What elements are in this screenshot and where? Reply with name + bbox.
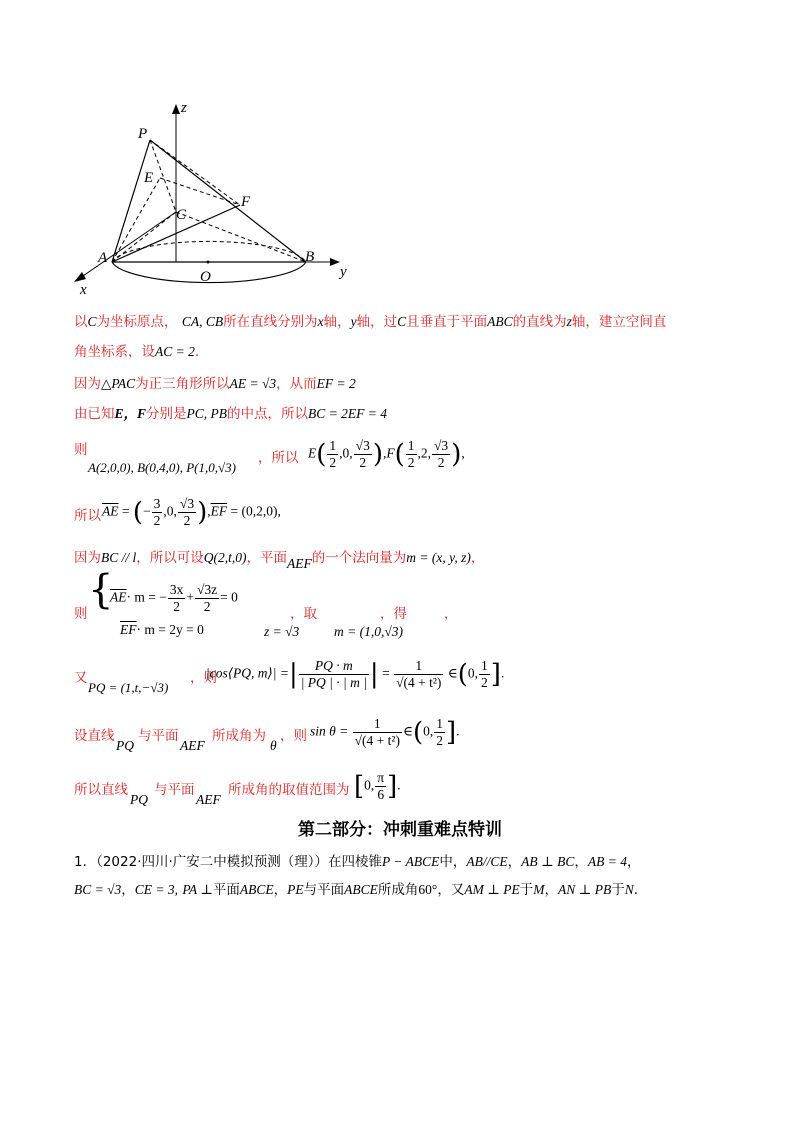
- label-A: A: [98, 250, 108, 266]
- problem-line-1: 1．（2022·四川·广安二中模拟预测（理））在四棱锥P − ABCE中，AB//CE，AB ⊥ BC，AB = 4，: [74, 854, 641, 870]
- solution-line-3: 因为△PAC为正三角形所以AE = √3，从而EF = 2: [74, 376, 356, 392]
- problem-line-2: BC = √3，CE = 3, PA ⊥平面ABCE，PE与平面ABCE所成角60°，又AM ⊥ PE于M，AN ⊥ PB于N.: [74, 882, 639, 898]
- label-P: P: [138, 126, 148, 142]
- label-y: y: [340, 264, 347, 280]
- label-O: O: [200, 269, 211, 285]
- label-F: F: [241, 194, 251, 210]
- label-E: E: [144, 170, 154, 186]
- solution-line-2: 角坐标系，设AC = 2.: [74, 344, 200, 360]
- solution-line-1: 以C为坐标原点， CA, CB所在直线分别为x轴，y轴，过C且垂直于平面ABC的直线为z轴，建立空间直: [74, 314, 667, 330]
- section-heading: 第二部分：冲刺重难点特训: [298, 820, 502, 840]
- solution-line-4: 由已知E，F分别是PC, PB的中点，所以BC = 2EF = 4: [74, 406, 387, 422]
- label-x: x: [80, 282, 87, 295]
- geometry-figure: [60, 95, 380, 295]
- label-z: z: [181, 100, 187, 116]
- label-C: C: [176, 207, 187, 223]
- label-B: B: [305, 249, 315, 265]
- solution-line-7: 因为BC // l，所以可设Q(2,t,0)，平面AEF的一个法向量为m = (x, y, z)，: [74, 550, 485, 571]
